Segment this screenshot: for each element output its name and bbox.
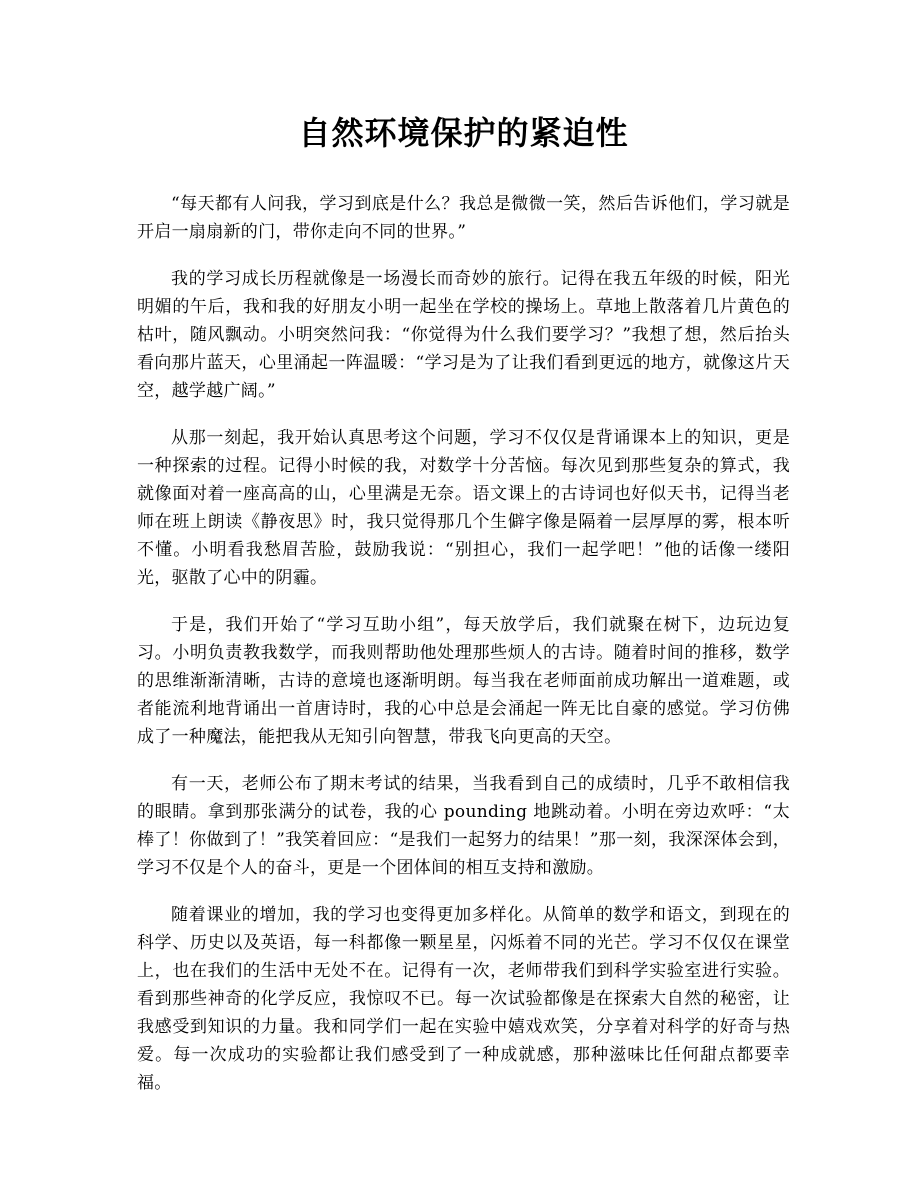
paragraph: 我的学习成长历程就像是一场漫长而奇妙的旅行。记得在我五年级的时候，阳光明媚的午后，我和我的好朋友小明一起坐在学校的操场上。草地上散落着几片黄色的枯叶，随风飘动。小明突然问我：“你觉得为什么我们要学习？”我想了想，然后抬头看向那片蓝天，心里涌起一阵温暖：“学习是为了让我们看到更远的地方，就像这片天空，越学越广阔。” [137, 269, 790, 401]
paragraph: 于是，我们开始了“学习互助小组”，每天放学后，我们就聚在树下，边玩边复习。小明负责教我数学，而我则帮助他处理那些烦人的古诗。随着时间的推移，数学的思维渐渐清晰，古诗的意境也逐渐明朗。每当我在老师面前成功解出一道难题，或者能流利地背诵出一首唐诗时，我的心中总是会涌起一阵无比自豪的感觉。学习仿佛成了一种魔法，能把我从无知引向智慧，带我飞向更高的天空。 [137, 615, 790, 747]
paragraph: “每天都有人问我，学习到底是什么？我总是微微一笑，然后告诉他们，学习就是开启一扇扇新的门，带你走向不同的世界。” [137, 194, 790, 242]
paragraph: 有一天，老师公布了期末考试的结果，当我看到自己的成绩时，几乎不敢相信我的眼睛。拿到那张满分的试卷，我的心 pounding 地跳动着。小明在旁边欢呼：“太棒了！你做到了！”我笑着回应：“是我们一起努力的结果！”那一刻，我深深体会到，学习不仅是个人的奋斗，更是一个团体间的相互支持和激励。 [137, 774, 790, 878]
paragraph: 随着课业的增加，我的学习也变得更加多样化。从简单的数学和语文，到现在的科学、历史以及英语，每一科都像一颗星星，闪烁着不同的光芒。学习不仅仅在课堂上，也在我们的生活中无处不在。记得有一次，老师带我们到科学实验室进行实验。看到那些神奇的化学反应，我惊叹不已。每一次试验都像是在探索大自然的秘密，让我感受到知识的力量。我和同学们一起在实验中嬉戏欢笑，分享着对科学的好奇与热爱。每一次成功的实验都让我们感受到了一种成就感，那种滋味比任何甜点都要幸福。 [137, 905, 790, 1093]
paragraph: 从那一刻起，我开始认真思考这个问题，学习不仅仅是背诵课本上的知识，更是一种探索的过程。记得小时候的我，对数学十分苦恼。每次见到那些复杂的算式，我就像面对着一座高高的山，心里满是无奈。语文课上的古诗词也好似天书，记得当老师在班上朗读《静夜思》时，我只觉得那几个生僻字像是隔着一层厚厚的雾，根本听不懂。小明看我愁眉苦脸，鼓励我说：“别担心，我们一起学吧！”他的话像一缕阳光，驱散了心中的阴霾。 [137, 428, 790, 588]
document-title: 自然环境保护的紧迫性 [298, 114, 629, 152]
